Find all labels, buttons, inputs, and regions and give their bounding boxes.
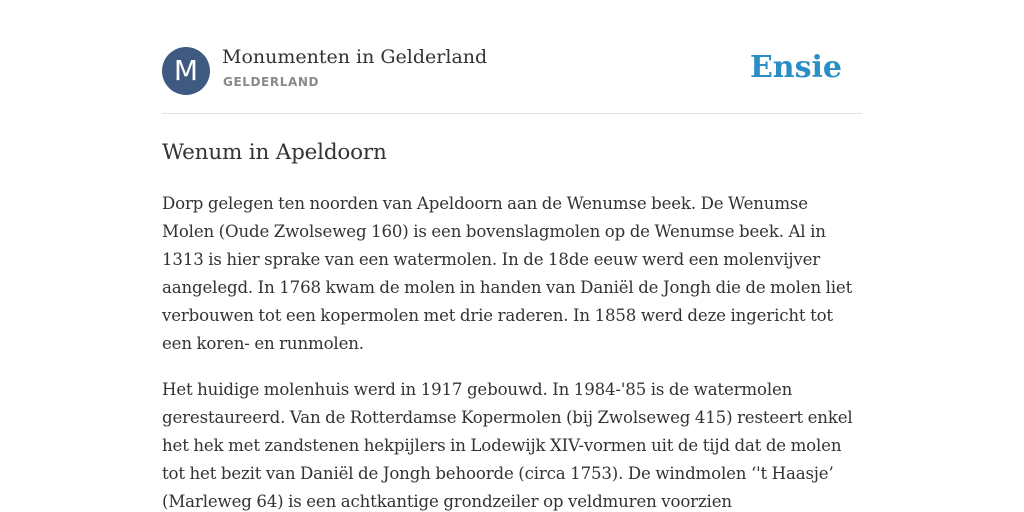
article	[162, 137, 862, 512]
brand-logo[interactable]: Ensie	[749, 50, 842, 85]
article-paragraph-2: Het huidige molenhuis werd in 1917 gebouwd. In 1984-'85 is de watermolen gerestaureerd. Van de Rotterdamse Kopermolen (bij Zwolseweg 415) resteert enkel het hek met zandstenen hekpijlers in Lodewijk XIV-vormen uit de tijd dat de molen tot het bezit van Daniël de Jongh behoorde (circa 1753). De windmolen ‘'t Haasje’ (Marleweg 64) is een achtkantige grondzeiler op veldmuren voorzien	[162, 380, 853, 511]
avatar[interactable]: M	[162, 47, 210, 95]
header	[162, 46, 862, 96]
header-divider	[162, 113, 862, 114]
blog-title-link[interactable]: Monumenten in Gelderland	[222, 46, 488, 68]
article-paragraph-1: Dorp gelegen ten noorden van Apeldoorn aan de Wenumse beek. De Wenumse Molen (Oude Zwolseweg 160) is een bovenslagmolen op de Wenumse beek. Al in 1313 is hier sprake van een watermolen. In de 18de eeuw werd een molenvijver aangelegd. In 1768 kwam de molen in handen van Daniël de Jongh die de molen liet verbouwen tot een kopermolen met drie raderen. In 1858 werd deze ingericht tot een koren- en runmolen.	[162, 194, 853, 353]
blog-category: GELDERLAND	[223, 75, 320, 89]
article-title: Wenum in Apeldoorn	[162, 140, 387, 165]
